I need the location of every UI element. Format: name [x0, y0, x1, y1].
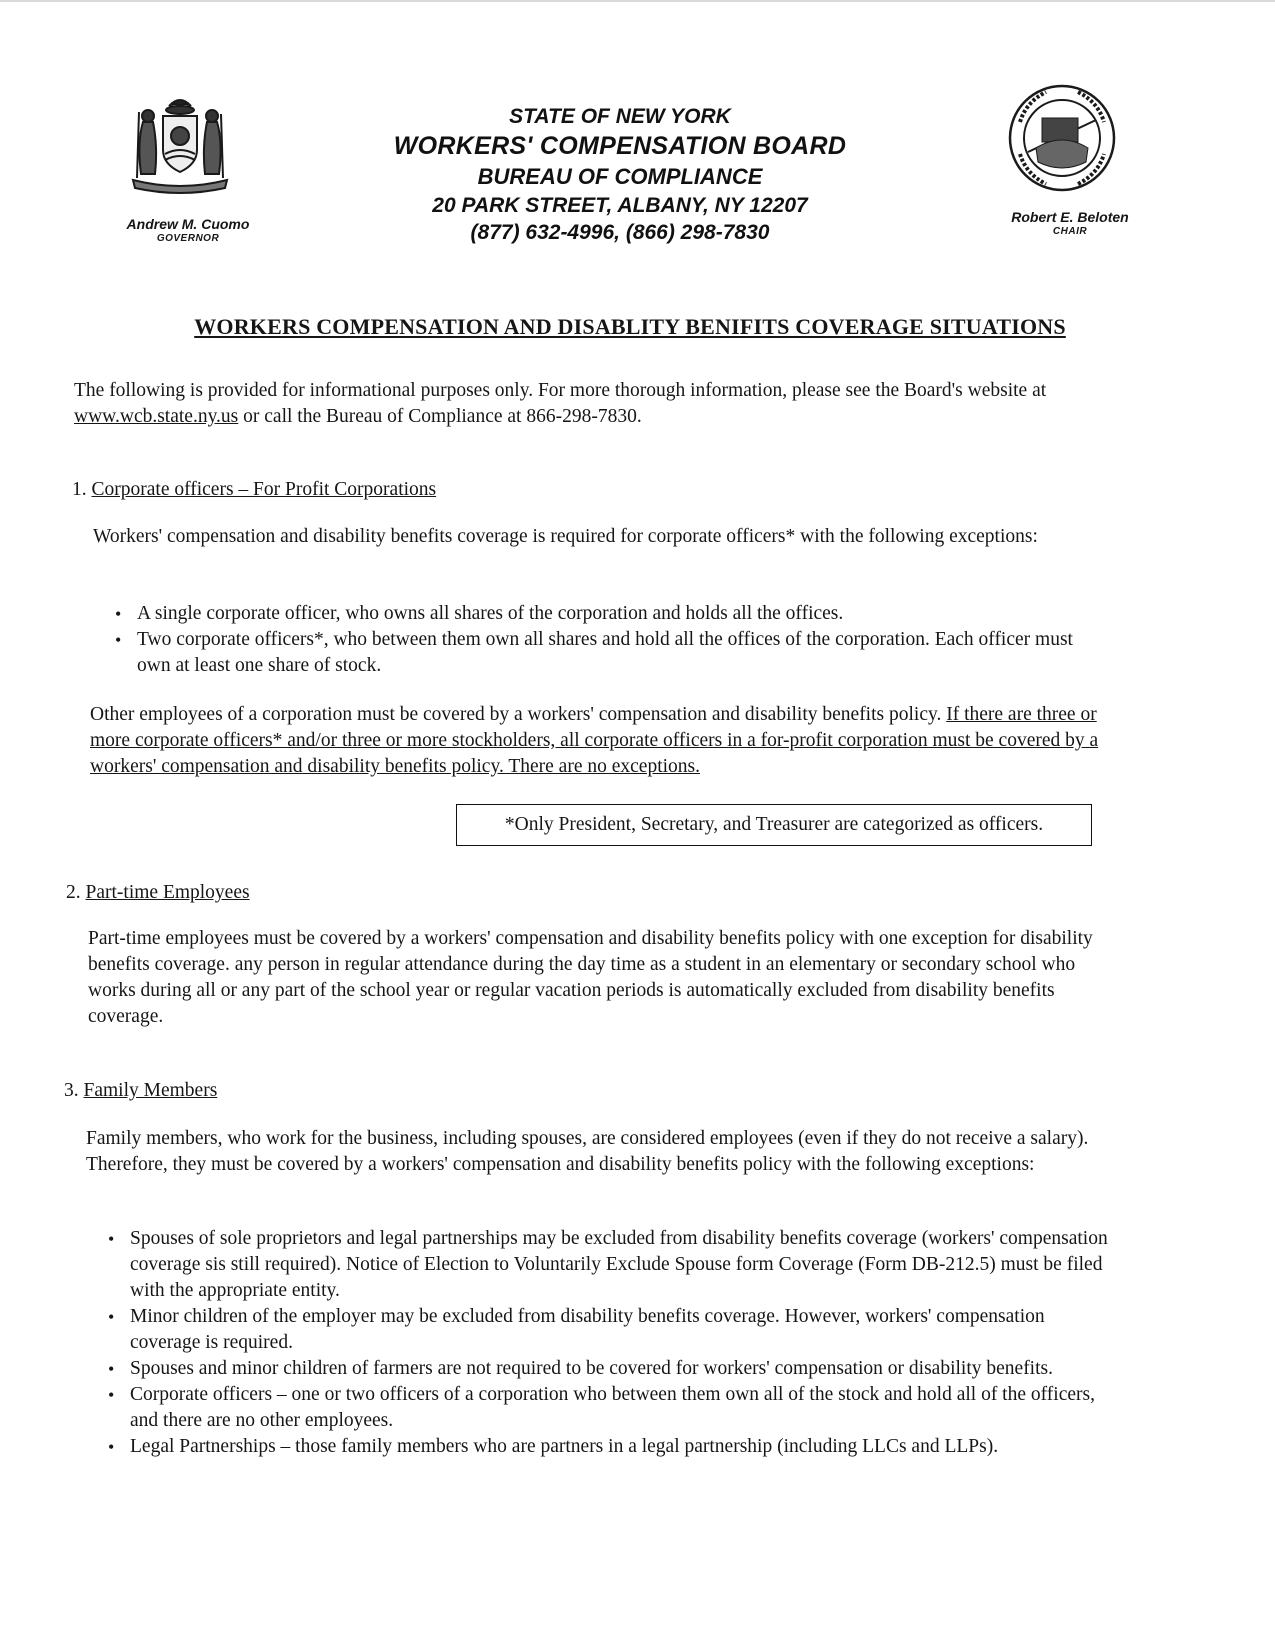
list-item	[115, 627, 1085, 679]
list-item	[108, 1304, 1108, 1356]
section-1-paragraph-2	[90, 702, 1100, 780]
section-1-bullet-list	[115, 601, 1085, 679]
bullet-icon: •	[115, 630, 122, 650]
website-link[interactable]: www.wcb.state.ny.us	[74, 406, 239, 427]
list-item-text: A single corporate officer, who owns all shares of the corporation and holds all the offices.	[137, 603, 844, 624]
bullet-icon: •	[108, 1437, 115, 1457]
chair-signature-block	[990, 209, 1150, 238]
section-1-para2-text: Other employees of a corporation must be covered by a workers' compensation and disability benefits policy.	[90, 704, 942, 725]
document-title: WORKERS COMPENSATION AND DISABLITY BENIFITS COVERAGE SITUATIONS	[194, 314, 1066, 339]
bullet-icon: •	[108, 1307, 115, 1327]
letterhead-address: 20 PARK STREET, ALBANY, NY 12207	[432, 194, 808, 217]
letterhead-board: WORKERS' COMPENSATION BOARD	[393, 132, 847, 160]
chair-name: Robert E. Beloten	[1011, 209, 1129, 225]
bullet-icon: •	[108, 1229, 115, 1249]
list-item-text: Minor children of the employer may be excluded from disability benefits coverage. However, workers' compensation coverage is required.	[130, 1306, 1045, 1353]
letterhead-phones: (877) 632-4996, (866) 298-7830	[470, 221, 770, 244]
list-item	[108, 1356, 1108, 1382]
section-2-paragraph: Part-time employees must be covered by a workers' compensation and disability benefits policy with one exception for disability benefits coverage. any person in regular attendance during the day time as a student in an elementary or secondary school who works during all or any part of the school year or regular vacation periods is automatically excluded from disability benefits coverage.	[88, 928, 1093, 1027]
letterhead	[340, 104, 900, 246]
list-item	[108, 1226, 1108, 1304]
section-1-paragraph: Workers' compensation and disability benefits coverage is required for corporate officers* with the following exceptions:	[93, 526, 1038, 547]
section-3-heading	[64, 1078, 217, 1104]
letterhead-state: STATE OF NEW YORK	[509, 105, 731, 128]
section-1-label: Corporate officers – For Profit Corporations	[91, 479, 437, 500]
section-2-heading	[66, 880, 250, 906]
wcb-seal-icon	[1006, 82, 1118, 194]
intro-text-before: The following is provided for informational purposes only. For more thorough information, please see the Board's website at	[74, 380, 1047, 401]
list-item	[108, 1434, 1108, 1460]
governor-title: GOVERNOR	[156, 233, 220, 244]
letterhead-bureau: BUREAU OF COMPLIANCE	[477, 164, 763, 189]
list-item-text: Two corporate officers*, who between them own all shares and hold all the offices of the corporation. Each officer must own at least one share of stock.	[137, 629, 1073, 676]
section-1-para2-underlined: If there are three or more corporate officers* and/or three or more stockholders, all corporate officers in a for-profit corporation must be covered by a workers' compensation and disability benefits policy. There are no exceptions.	[90, 704, 1099, 777]
intro-text-after: or call the Bureau of Compliance at 866-298-7830.	[238, 406, 642, 427]
section-3-label: Family Members	[83, 1080, 218, 1101]
chair-title: CHAIR	[1052, 226, 1088, 237]
section-1-number: 1.	[72, 479, 92, 500]
section-1-heading	[72, 477, 436, 503]
bullet-icon: •	[115, 604, 122, 624]
list-item-text: Corporate officers – one or two officers of a corporation who between them own all of the stock and hold all of the officers, and there are no other employees.	[130, 1384, 1095, 1431]
list-item-text: Legal Partnerships – those family members who are partners in a legal partnership (including LLCs and LLPs).	[130, 1436, 999, 1457]
intro-paragraph	[74, 378, 1134, 430]
governor-signature-block	[108, 216, 268, 245]
section-2-number: 2.	[66, 882, 86, 903]
section-3-bullet-list	[108, 1226, 1108, 1460]
section-3-paragraph: Family members, who work for the business, including spouses, are considered employees (even if they do not receive a salary). Therefore, they must be covered by a workers' compensation and disability benefits policy with the following exceptions:	[86, 1128, 1089, 1175]
section-3-number: 3.	[64, 1080, 84, 1101]
list-item	[115, 601, 1085, 627]
officers-note-box: *Only President, Secretary, and Treasurer are categorized as officers.	[456, 804, 1092, 846]
governor-name: Andrew M. Cuomo	[126, 216, 250, 232]
list-item-text: Spouses and minor children of farmers are not required to be covered for workers' compensation or disability benefits.	[130, 1358, 1053, 1379]
section-2-label: Part-time Employees	[85, 882, 250, 903]
list-item	[108, 1382, 1108, 1434]
list-item-text: Spouses of sole proprietors and legal partnerships may be excluded from disability benefits coverage (workers' compensation coverage sis still required). Notice of Election to Voluntarily Exclude Spouse form Coverage (Form DB-212.5) must be filed with the appropriate entity.	[130, 1228, 1108, 1301]
ny-state-seal-icon	[125, 92, 235, 197]
bullet-icon: •	[108, 1385, 115, 1405]
bullet-icon: •	[108, 1359, 115, 1379]
scan-edge-line	[0, 0, 1275, 2]
